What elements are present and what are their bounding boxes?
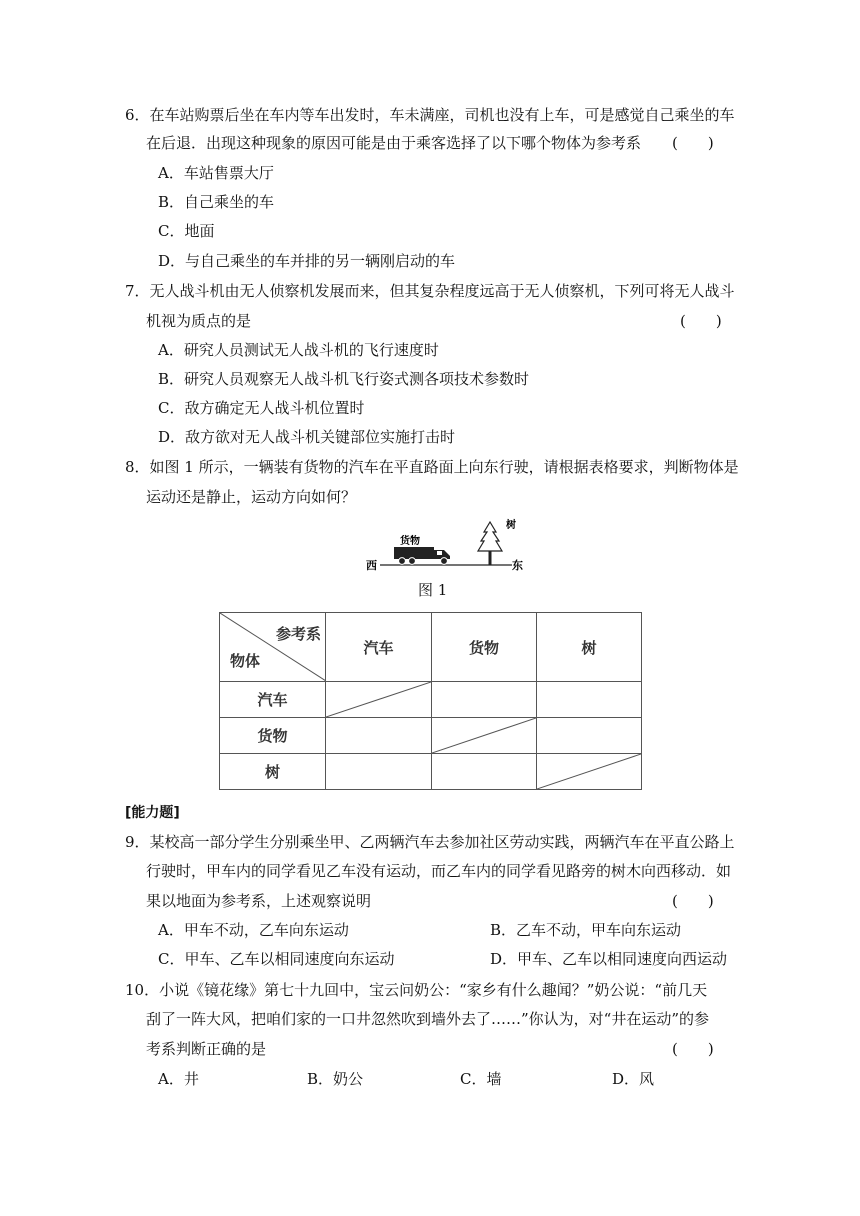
q7-stem-line1: 7．无人战斗机由无人侦察机发展而来，但其复杂程度远高于无人侦察机，下列可将无人战斗 bbox=[125, 282, 735, 300]
figure-1-caption: 图 1 bbox=[418, 581, 448, 599]
q10-stem-line2: 刮了一阵大风，把咱们家的一口井忽然吹到墙外去了……”你认为，对“井在运动”的参 bbox=[146, 1010, 710, 1028]
q10-option-b: B．奶公 bbox=[307, 1070, 364, 1088]
q7-stem-line2: 机视为质点的是 bbox=[146, 312, 252, 330]
q10-option-c: C．墙 bbox=[460, 1070, 502, 1088]
truck-icon bbox=[394, 547, 450, 564]
row-header-car: 汽车 bbox=[220, 682, 326, 718]
q9-option-c: C．甲车、乙车以相同速度向东运动 bbox=[158, 950, 395, 968]
q7-option-c: C．敌方确定无人战斗机位置时 bbox=[158, 399, 365, 417]
q7-answer-paren: ( ) bbox=[680, 312, 722, 330]
diagonal-slash bbox=[537, 754, 641, 789]
tree-label: 树 bbox=[506, 520, 516, 531]
q10-stem-line3: 考系判断正确的是 bbox=[146, 1040, 267, 1058]
q10-stem-line1: 10．小说《镜花缘》第七十九回中，宝云问奶公：“家乡有什么趣闻？”奶公说：“前几天 bbox=[125, 981, 708, 999]
q9-answer-paren: ( ) bbox=[672, 892, 714, 910]
q8-stem-line1: 8．如图 1 所示，一辆装有货物的汽车在平直路面上向东行驶，请根据表格要求，判断物体是 bbox=[125, 458, 739, 476]
q6-option-b: B．自己乘坐的车 bbox=[158, 193, 275, 211]
q6-option-d: D．与自己乘坐的车并排的另一辆刚启动的车 bbox=[158, 252, 456, 270]
column-header-car: 汽车 bbox=[326, 613, 432, 682]
corner-label-object: 物体 bbox=[230, 652, 261, 670]
reference-frame-table bbox=[219, 612, 642, 790]
q6-option-c: C．地面 bbox=[158, 222, 215, 240]
table-cell-tree-car bbox=[326, 754, 432, 790]
row-header-tree: 树 bbox=[220, 754, 326, 790]
west-label: 西 bbox=[366, 559, 377, 572]
q8-stem-line2: 运动还是静止，运动方向如何？ bbox=[146, 488, 357, 506]
q9-stem-line1: 9．某校高一部分学生分别乘坐甲、乙两辆汽车去参加社区劳动实践，两辆汽车在平直公路上 bbox=[125, 833, 735, 851]
q10-option-a: A．井 bbox=[158, 1070, 199, 1088]
diagonal-slash bbox=[326, 682, 431, 717]
q7-option-a: A．研究人员测试无人战斗机的飞行速度时 bbox=[158, 341, 439, 359]
cargo-label: 货物 bbox=[400, 536, 420, 547]
table-cell-car-tree bbox=[537, 682, 642, 718]
q6-answer-paren: ( ) bbox=[672, 134, 714, 152]
q9-option-b: B．乙车不动，甲车向东运动 bbox=[490, 921, 682, 939]
table-cell-cargo-car bbox=[326, 718, 432, 754]
table-cell-tree-cargo bbox=[432, 754, 537, 790]
table-cell-car-car bbox=[326, 682, 432, 718]
diagonal-slash bbox=[432, 718, 536, 753]
table-cell-cargo-tree bbox=[537, 718, 642, 754]
q9-option-a: A．甲车不动，乙车向东运动 bbox=[158, 921, 349, 939]
q10-answer-paren: ( ) bbox=[672, 1040, 714, 1058]
q9-stem-line3: 果以地面为参考系，上述观察说明 bbox=[146, 892, 372, 910]
tree-icon bbox=[478, 522, 502, 565]
column-header-tree: 树 bbox=[537, 613, 642, 682]
q7-option-d: D．敌方欲对无人战斗机关键部位实施打击时 bbox=[158, 428, 456, 446]
table-cell-car-cargo bbox=[432, 682, 537, 718]
q6-stem-line2: 在后退．出现这种现象的原因可能是由于乘客选择了以下哪个物体为参考系 bbox=[146, 134, 642, 152]
q9-option-d: D．甲车、乙车以相同速度向西运动 bbox=[490, 950, 728, 968]
column-header-cargo: 货物 bbox=[432, 613, 537, 682]
corner-label-reference: 参考系 bbox=[275, 625, 321, 643]
section-header: [能力题] bbox=[125, 805, 180, 821]
table-cell-tree-tree bbox=[537, 754, 642, 790]
q7-option-b: B．研究人员观察无人战斗机飞行姿式测各项技术参数时 bbox=[158, 370, 530, 388]
row-header-cargo: 货物 bbox=[220, 718, 326, 754]
q10-option-d: D．风 bbox=[612, 1070, 655, 1088]
q6-stem-line1: 6．在车站购票后坐在车内等车出发时，车未满座，司机也没有上车，可是感觉自己乘坐的车 bbox=[125, 106, 735, 124]
table-corner-cell bbox=[220, 613, 326, 682]
q9-stem-line2: 行驶时，甲车内的同学看见乙车没有运动，而乙车内的同学看见路旁的树木向西移动．如 bbox=[146, 862, 732, 880]
q6-option-a: A．车站售票大厅 bbox=[158, 164, 274, 182]
east-label: 东 bbox=[512, 559, 523, 572]
figure-1-truck-diagram bbox=[360, 514, 530, 574]
table-cell-cargo-cargo bbox=[432, 718, 537, 754]
